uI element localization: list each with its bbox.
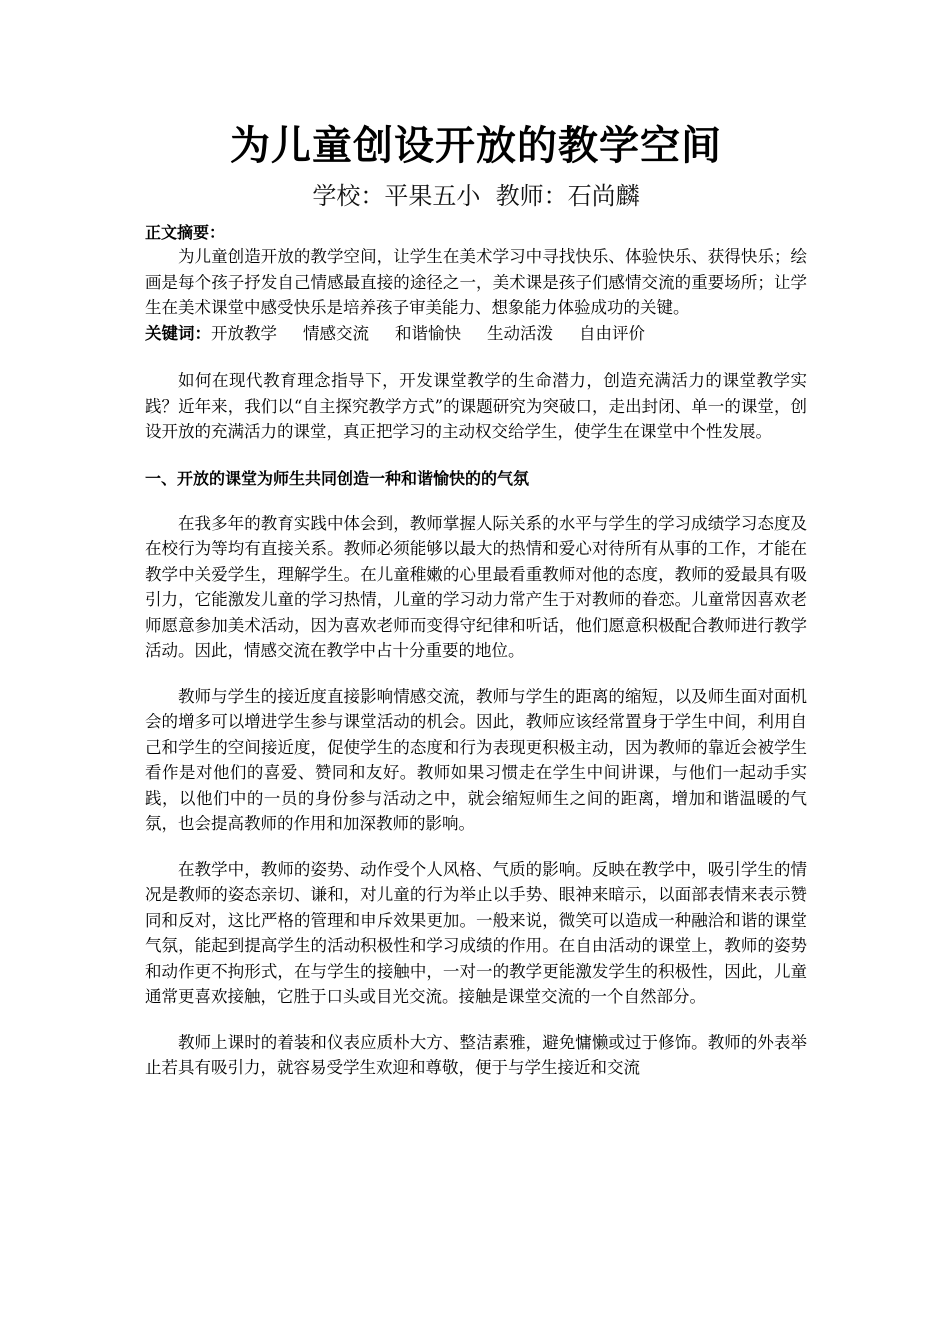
body-paragraph: 教师上课时的着装和仪表应质朴大方、整洁素雅，避免慵懒或过于修饰。教师的外表举止若具有吸引力，就容易受学生欢迎和尊敬，便于与学生接近和交流 xyxy=(145,1032,807,1077)
school-name: 学校：平果五小 xyxy=(312,182,481,210)
spacer xyxy=(145,491,807,511)
keyword: 情感交流 xyxy=(303,323,369,343)
keyword: 生动活泼 xyxy=(487,323,553,343)
abstract-text: 为儿童创造开放的教学空间，让学生在美术学习中寻找快乐、体验快乐、获得快乐；绘画是每个孩子抒发自己情感最直接的途径之一，美术课是孩子们感情交流的重要场所；让学生在美术课堂中感受快乐是培养孩子审美能力、想象能力体验成功的关键。 xyxy=(145,247,807,317)
spacer xyxy=(145,664,807,684)
spacer xyxy=(145,445,807,467)
document-title: 为儿童创设开放的教学空间 xyxy=(230,123,722,169)
keyword: 和谐愉快 xyxy=(395,323,461,343)
intro-paragraph: 如何在现代教育理念指导下，开发课堂教学的生命潜力，创造充满活力的课堂教学实践？近年来，我们以“自主探究教学方式”的课题研究为突破口，走出封闭、单一的课堂，创设开放的充满活力的课堂，真正把学习的主动权交给学生，使学生在课堂中个性发展。 xyxy=(145,371,807,441)
keywords-label: 关键词： xyxy=(145,323,211,343)
section-heading: 一、开放的课堂为师生共同创造一种和谐愉快的的气氛 xyxy=(145,468,530,488)
body-paragraph: 在我多年的教育实践中体会到，教师掌握人际关系的水平与学生的学习成绩学习态度及在校行为等均有直接关系。教师必须能够以最大的热情和爱心对待所有从事的工作，才能在教学中关爱学生，理解学生。在儿童稚嫩的心里最看重教师对他的态度，教师的爱最具有吸引力，它能激发儿童的学习热情，儿童的学习动力常产生于对教师的眷恋。儿童常因喜欢老师愿意参加美术活动，因为喜欢老师而变得守纪律和听话，他们愿意积极配合教师进行教学活动。因此，情感交流在教学中占十分重要的地位。 xyxy=(145,513,807,660)
spacer xyxy=(145,837,807,857)
body-paragraph: 在教学中，教师的姿势、动作受个人风格、气质的影响。反映在教学中，吸引学生的情况是教师的姿态亲切、谦和，对儿童的行为举止以手势、眼神来暗示，以面部表情来表示赞同和反对，这比严格的管理和申斥效果更加。一般来说，微笑可以造成一种融洽和谐的课堂气氛，能起到提高学生的活动积极性和学习成绩的作用。在自由活动的课堂上，教师的姿势和动作更不拘形式，在与学生的接触中，一对一的教学更能激发学生的积极性，因此，儿童通常更喜欢接触，它胜于口头或目光交流。接触是课堂交流的一个自然部分。 xyxy=(145,859,807,1006)
spacer xyxy=(145,1010,807,1030)
document-page xyxy=(145,118,807,1081)
keyword: 开放教学 xyxy=(211,323,277,343)
spacer xyxy=(145,346,807,368)
keyword: 自由评价 xyxy=(579,323,645,343)
keywords-line xyxy=(145,321,807,347)
body-paragraph: 教师与学生的接近度直接影响情感交流，教师与学生的距离的缩短，以及师生面对面机会的增多可以增进学生参与课堂活动的机会。因此，教师应该经常置身于学生中间，利用自己和学生的空间接近度，促使学生的态度和行为表现更积极主动，因为教师的靠近会被学生看作是对他们的喜爱、赞同和友好。教师如果习惯走在学生中间讲课，与他们一起动手实践，以他们中的一员的身份参与活动之中，就会缩短师生之间的距离，增加和谐温暖的气氛，也会提高教师的作用和加深教师的影响。 xyxy=(145,686,807,833)
byline xyxy=(145,178,807,214)
teacher-name: 教师：石尚麟 xyxy=(495,182,640,210)
abstract-label: 正文摘要： xyxy=(145,223,226,242)
